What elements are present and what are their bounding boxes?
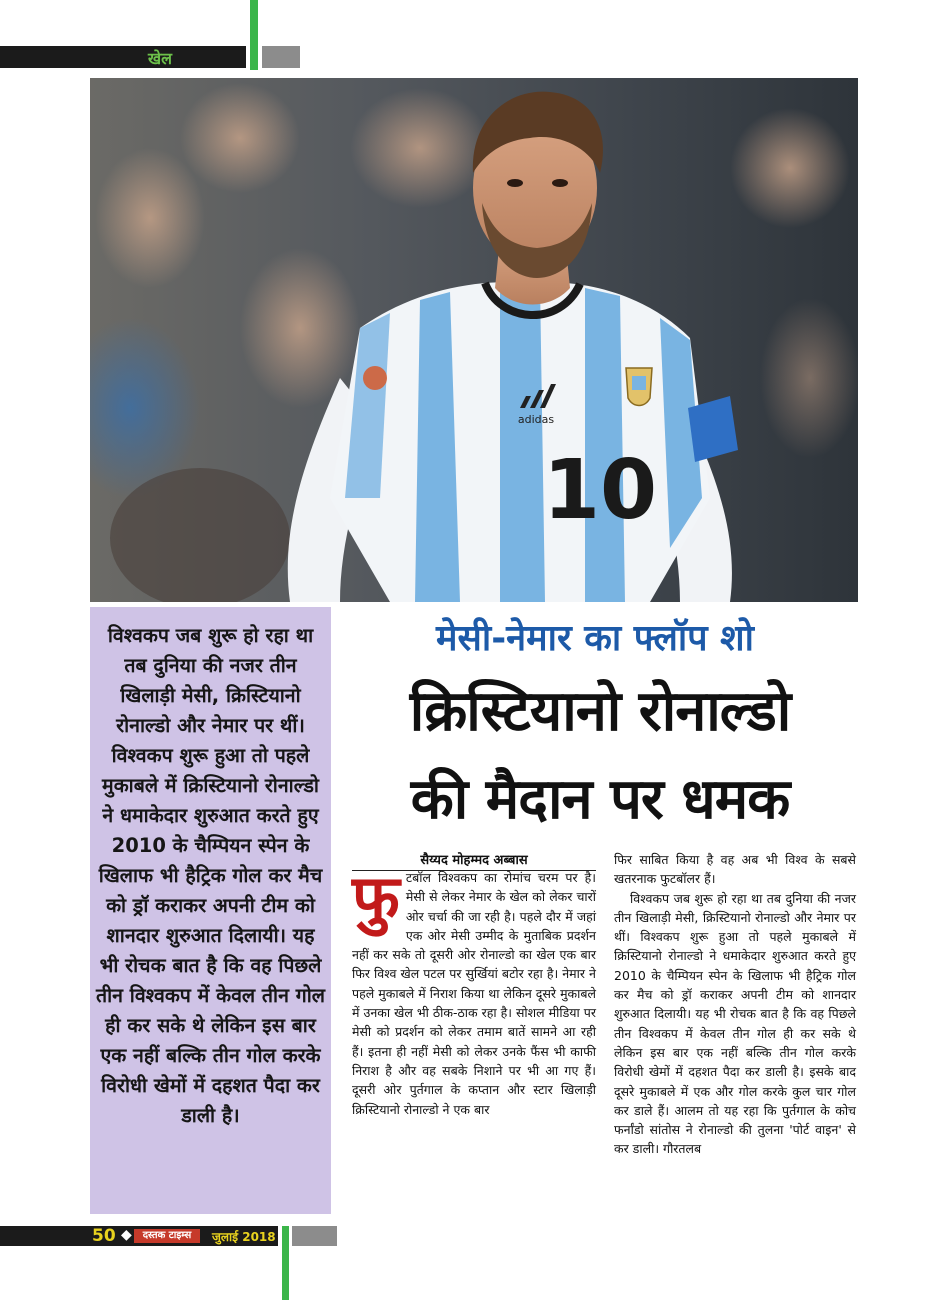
issue-date: जुलाई 2018 [212, 1230, 276, 1244]
player-illustration [90, 78, 858, 602]
separator-diamond-icon: ◆ [121, 1227, 132, 1243]
main-headline [345, 668, 855, 844]
byline: सैय्यद मोहम्मद अब्बास [352, 850, 596, 871]
article-paragraph-2: विश्वकप जब शुरू हो रहा था तब दुनिया की नजर तीन खिलाड़ी मेसी, क्रिस्टियानो रोनाल्डो और नेमार पर थीं। विश्वकप शुरू हुआ तो पहले मुकाबले में क्रिस्टियानो रोनाल्डो ने धमाकेदार शुरुआत करते हुए 2010 के चैम्पियन स्पेन के खिलाफ भी हैट्रिक गोल कर मैच को ड्रॉ कराकर अपनी टीम को शानदार शुरुआत दिलायी। यह भी रोचक बात है कि वह पिछले तीन विश्वकप में केवल तीन गोल ही कर सके थे लेकिन इस बार एक नहीं बल्कि तीन गोल करके विरोधी खेमों में दहशत पैदा कर डाली है। इसके बाद दूसरे मुकाबले में एक और गोल करके कुल चार गोल कर डाले हैं। आलम तो यह रहा कि पुर्तगाल के कोच फर्नांडो सांतोस ने रोनाल्डो की तुलना 'पोर्ट वाइन' से कर डाली। गौरतलब [614, 890, 856, 1157]
grey-accent-box-bottom [292, 1226, 337, 1246]
grey-accent-box-top [262, 46, 300, 68]
article-text-col1: टबॉल विश्वकप का रोमांच चरम पर है। मेसी से लेकर नेमार के खेल को लेकर चारों ओर चर्चा की जा रही है। पहले दौर में जहां एक ओर मेसी उम्मीद के मुताबिक प्रदर्शन नहीं कर सके तो दूसरी ओर रोनाल्डो का खेल एक बार फिर विश्व खेल पटल पर सुर्खियां बटोर रहा है। नेमार ने पहले मुकाबले में निराश किया था लेकिन दूसरे मुकाबले में उनका खेल भी ठीक-ठाक रहा है। सोशल मीडिया पर मेसी को प्रदर्शन को लेकर तमाम बातें सामने आ रही हैं। इतना ही नहीं मेसी को लेकर उनके फैंस भी काफी निराश है और वह सबके निशाने पर भी आ गए हैं। दूसरी ओर पुर्तगाल के कप्तान और स्टार खिलाड़ी क्रिस्टियानो रोनाल्डो ने एक बार [352, 870, 596, 1117]
drop-cap: फु [352, 861, 400, 934]
green-accent-bar-bottom [282, 1226, 289, 1300]
hero-photo [90, 78, 858, 602]
green-accent-bar-top [250, 0, 258, 70]
footer-bar [0, 1226, 278, 1246]
page-number: 50 [92, 1226, 116, 1246]
headline-line-2: की मैदान पर धमक [410, 767, 790, 832]
article-column-1 [352, 861, 596, 1119]
section-label: खेल [148, 49, 172, 68]
headline-line-1: क्रिस्टियानो रोनाल्डो [409, 679, 791, 744]
pull-quote-box [90, 607, 331, 1214]
magazine-logo: दस्तक टाइम्स [134, 1229, 200, 1243]
afa-crest-icon [626, 368, 652, 406]
article-paragraph [352, 861, 596, 1119]
kicker-headline: मेसी-नेमार का फ्लॉप शो [436, 618, 754, 659]
section-header-bar [0, 46, 246, 68]
article-column-2 [614, 850, 856, 1159]
article-paragraph-continued: फिर साबित किया है वह अब भी विश्व के सबसे खतरनाक फुटबॉलर हैं। [614, 852, 856, 887]
pull-quote-text: विश्वकप जब शुरू हो रहा था तब दुनिया की नजर तीन खिलाड़ी मेसी, क्रिस्टियानो रोनाल्डो और नेमार पर थीं। विश्वकप शुरू हुआ तो पहले मुकाबले में क्रिस्टियानो रोनाल्डो ने धमाकेदार शुरुआत करते हुए 2010 के चैम्पियन स्पेन के खिलाफ भी हैट्रिक गोल कर मैच को ड्रॉ कराकर अपनी टीम को शानदार शुरुआत दिलायी। यह भी रोचक बात है कि वह पिछले तीन विश्वकप में केवल तीन गोल ही कर सके थे लेकिन इस बार एक नहीं बल्कि तीन गोल करके विरोधी खेमों में दहशत पैदा कर डाली है। [96, 624, 325, 1127]
jersey-number: 10 [542, 443, 658, 538]
sleeve-patch-icon [363, 366, 387, 390]
jersey-brand: adidas [517, 413, 555, 426]
